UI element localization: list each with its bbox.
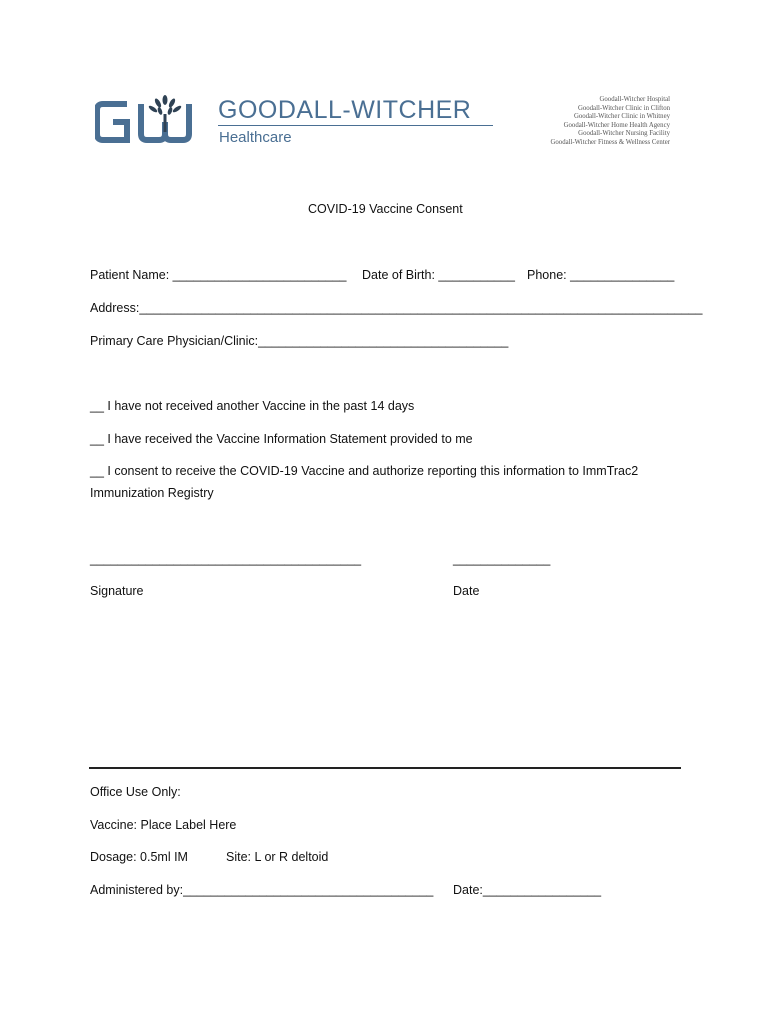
date-of-birth-field[interactable]: Date of Birth: ___________ — [362, 268, 515, 282]
facility-item: Goodall-Witcher Clinic in Whitney — [573, 113, 670, 120]
vaccine-label: Vaccine: Place Label Here — [90, 818, 237, 832]
facility-item: Goodall-Witcher Hospital — [599, 96, 670, 103]
facility-item: Goodall-Witcher Home Health Agency — [563, 121, 670, 129]
office-divider — [89, 767, 681, 769]
form-title: COVID-19 Vaccine Consent — [308, 202, 463, 216]
patient-name-field[interactable]: Patient Name: _________________________ — [90, 268, 347, 282]
check-no-recent-vaccine[interactable]: __ I have not received another Vaccine in the past 14 days — [90, 399, 415, 413]
signature-label: Signature — [90, 584, 144, 598]
signature-date-line[interactable]: ______________ — [453, 552, 551, 566]
check-consent-line1[interactable]: __ I consent to receive the COVID-19 Vaccine and authorize reporting this information to ImmTrac2 — [90, 464, 639, 478]
facility-item: Goodall-Witcher Nursing Facility — [578, 130, 670, 137]
site-label: Site: L or R deltoid — [226, 850, 329, 864]
facility-item: Goodall-Witcher Clinic in Clifton — [577, 104, 670, 112]
administered-by-field[interactable]: Administered by:____________________________________ — [90, 883, 434, 897]
check-vis-received[interactable]: __ I have received the Vaccine Information Statement provided to me — [90, 432, 473, 446]
facility-list — [551, 96, 671, 147]
brand-subtitle: Healthcare — [219, 129, 292, 146]
gw-monogram-icon — [95, 94, 215, 154]
tree-icon — [148, 95, 182, 132]
address-field[interactable]: Address:_________________________________________________________________________________ — [90, 301, 703, 315]
primary-care-field[interactable]: Primary Care Physician/Clinic:____________________________________ — [90, 334, 509, 348]
office-use-heading: Office Use Only: — [90, 785, 181, 799]
date-label: Date — [453, 584, 480, 598]
dosage-label: Dosage: 0.5ml IM — [90, 850, 188, 864]
check-consent-line2: Immunization Registry — [90, 486, 214, 500]
office-date-field[interactable]: Date:_________________ — [453, 883, 602, 897]
brand-rule — [218, 125, 493, 126]
signature-line[interactable]: _______________________________________ — [90, 552, 362, 566]
phone-field[interactable]: Phone: _______________ — [527, 268, 675, 282]
brand-name: GOODALL-WITCHER — [218, 96, 472, 124]
facility-item: Goodall-Witcher Fitness & Wellness Center — [550, 138, 670, 146]
